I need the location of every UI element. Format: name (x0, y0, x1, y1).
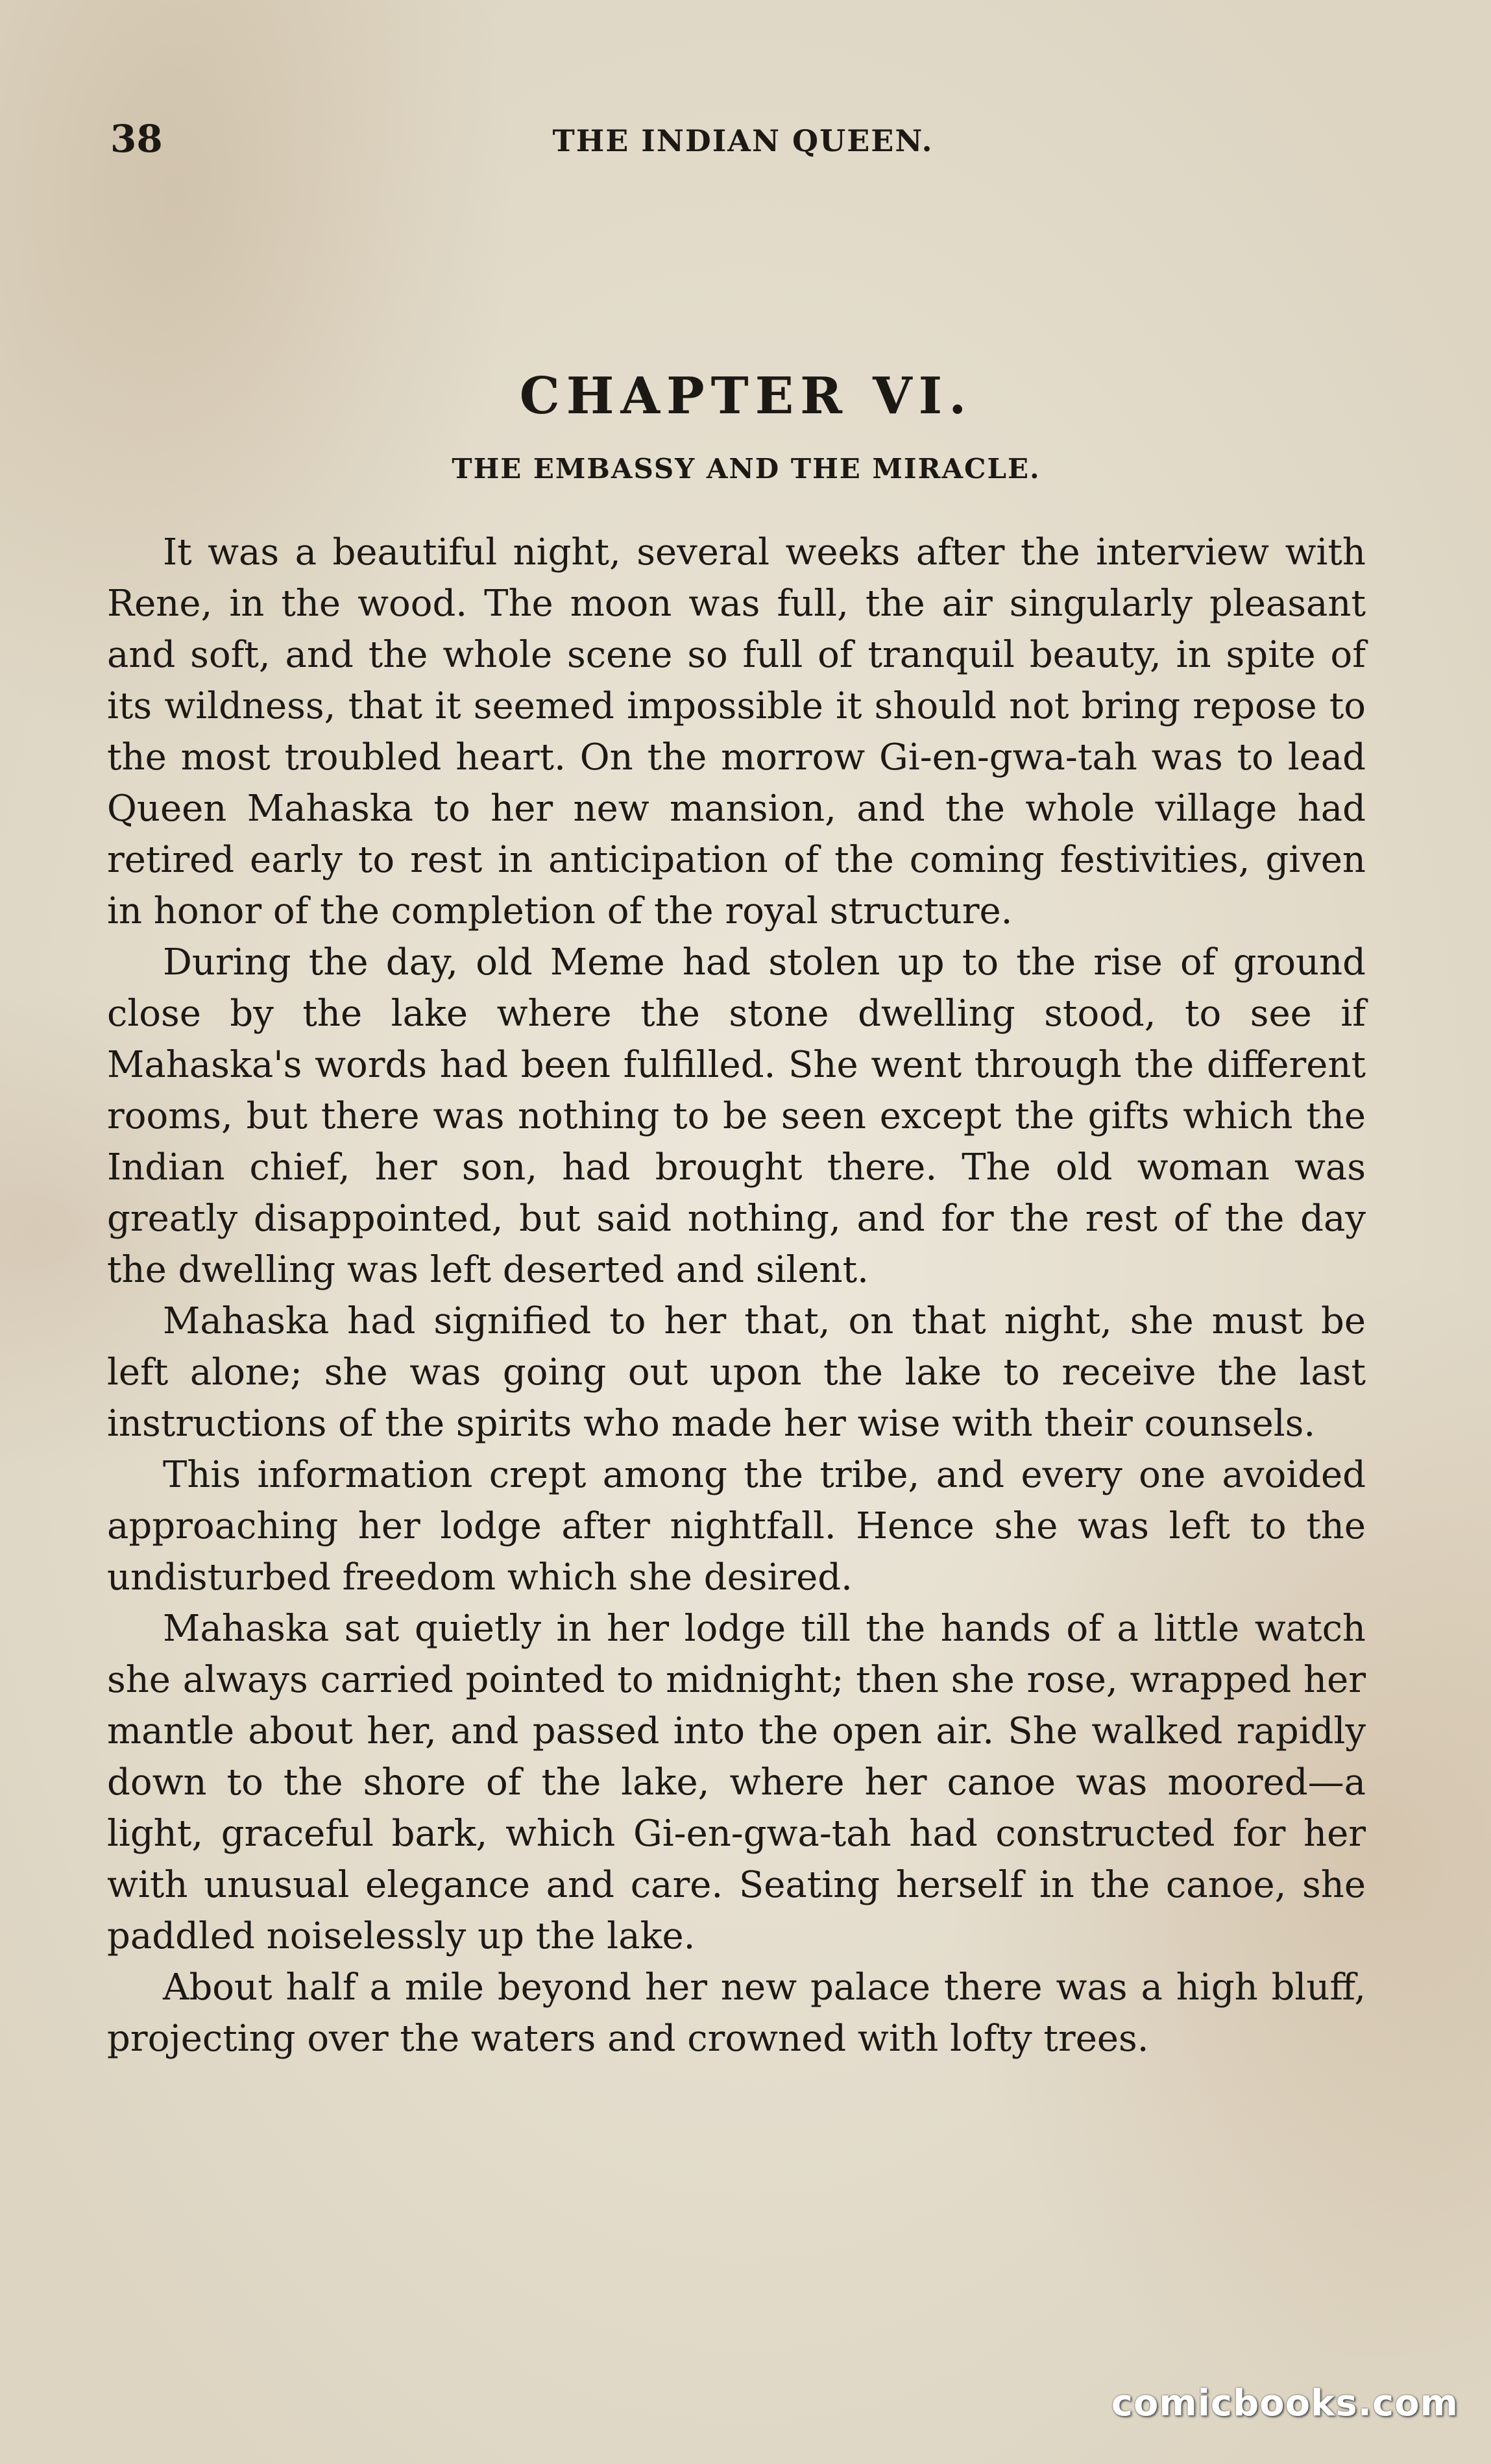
paragraph-2: During the day, old Meme had stolen up to the rise of ground close by the lake where the stone dwelling stood, to see if Mahaska's words had been fulfilled. She went through the different rooms, but there was nothing to be seen except the gifts which the Indian chief, her son, had brought there. The old woman was greatly disappointed, but said nothing, and for the rest of the day the dwelling was left deserted and silent. (107, 941, 1366, 1291)
paragraph-1: It was a beautiful night, several weeks after the interview with Rene, in the wood. The moon was full, the air singularly pleasant and soft, and the whole scene so full of tranquil beauty, in spite of its wildness, that it seemed impossible it should not bring repose to the most troubled heart. On the morrow Gi-en-gwa-tah was to lead Queen Mahaska to her new mansion, and the whole village had retired early to rest in anticipation of the coming festivities, given in honor of the completion of the royal structure. (107, 531, 1366, 932)
paragraph-5: Mahaska sat quietly in her lodge till the hands of a little watch she always carried pointed to midnight; then she rose, wrapped her mantle about her, and passed into the open air. She walked rapidly down to the shore of the lake, where her canoe was moored—a light, graceful bark, which Gi-en-gwa-tah had constructed for her with unusual elegance and care. Seating herself in the canoe, she paddled noiselessly up the lake. (107, 1608, 1366, 1957)
running-head: THE INDIAN QUEEN. (552, 123, 934, 158)
page-header (110, 117, 1376, 175)
paragraph-4: This information crept among the tribe, and every one avoided approaching her lodge after nightfall. Hence she was left to the undisturbed freedom which she desired. (107, 1454, 1366, 1599)
paragraph-6: About half a mile beyond her new palace there was a high bluff, projecting over the waters and crowned with lofty trees. (107, 1966, 1366, 2060)
page-number: 38 (110, 117, 163, 161)
watermark: comicbooks.com (1111, 2382, 1459, 2424)
paragraph-3: Mahaska had signified to her that, on that night, she must be left alone; she was going out upon the lake to receive the last instructions of the spirits who made her wise with their counsels. (107, 1300, 1366, 1445)
chapter-title: CHAPTER VI. (519, 367, 973, 426)
body-text (107, 527, 1366, 2064)
chapter-subtitle: THE EMBASSY AND THE MIRACLE. (452, 453, 1041, 485)
